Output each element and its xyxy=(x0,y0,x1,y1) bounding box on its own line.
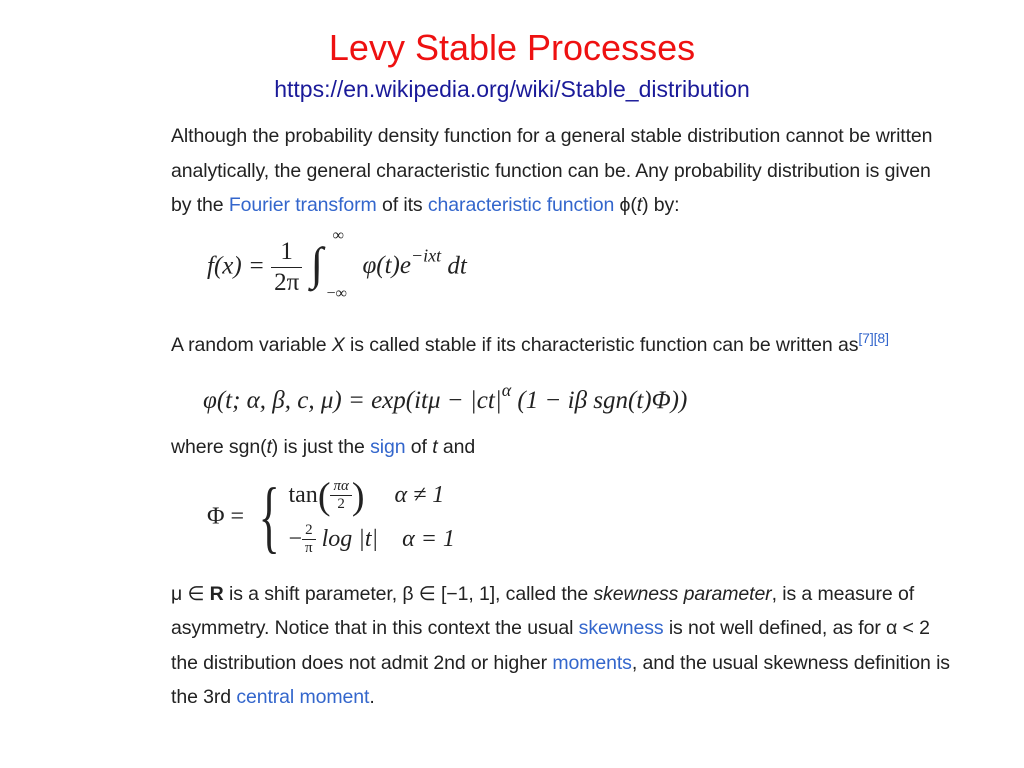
case-row-1 xyxy=(288,473,454,517)
source-url-text[interactable]: https://en.wikipedia.org/wiki/Stable_distribution xyxy=(274,76,750,102)
param-text-5: . xyxy=(369,686,375,708)
link-fourier-transform[interactable]: Fourier transform xyxy=(228,194,377,216)
case-row-2 xyxy=(288,517,454,561)
row2-fraction xyxy=(302,522,316,557)
row2-num: 2 xyxy=(302,522,316,540)
link-central-moment[interactable]: central moment xyxy=(236,686,370,708)
eq2-left: φ(t; α, β, c, μ) = exp(itμ − |ct| xyxy=(203,387,502,414)
row1-num: πα xyxy=(330,478,351,496)
equation-inverse-fourier xyxy=(207,226,951,317)
citation-refs[interactable]: [7][8] xyxy=(858,329,889,346)
eq1-num: 1 xyxy=(271,237,302,268)
row2-condition: α = 1 xyxy=(402,525,455,552)
sign-var-t2: t xyxy=(432,436,438,458)
paragraph-intro xyxy=(171,119,951,223)
cases-block xyxy=(288,473,454,561)
row2-minus: − xyxy=(288,525,303,552)
var-x: X xyxy=(331,333,345,356)
intro-text-4: ) by: xyxy=(642,194,680,216)
eq2-right: (1 − iβ sgn(t)Φ)) xyxy=(511,387,688,414)
equation-phi-cases xyxy=(207,473,951,571)
eq1-exp: −ixt xyxy=(410,245,442,266)
param-text-3: is not well defined, as for α < 2 the distribution does not admit 2nd or higher xyxy=(171,617,930,674)
skewness-parameter-term: skewness parameter xyxy=(593,582,772,605)
paren-close: ) xyxy=(351,474,365,517)
cases-brace: { xyxy=(258,472,280,561)
param-mu: μ ∈ xyxy=(171,582,210,605)
sign-text-2: ) is just the xyxy=(271,436,371,458)
eq1-body: φ(t)e xyxy=(362,252,411,280)
tan-label: tan xyxy=(288,481,318,508)
row2-log: log |t| xyxy=(315,525,379,552)
article-excerpt xyxy=(171,118,951,715)
param-text: is a shift parameter, β ∈ [−1, 1], called the xyxy=(223,582,594,605)
eq1-den: 2π xyxy=(274,269,300,296)
integral-lower: −∞ xyxy=(326,284,347,302)
eq2-alpha: α xyxy=(501,380,512,400)
slide-title-text: Levy Stable Processes xyxy=(328,27,696,68)
eq1-dt: dt xyxy=(441,252,467,280)
eq1-lhs: f(x) = xyxy=(207,252,272,280)
eq1-fraction xyxy=(271,237,302,298)
stable-text-2: is called stable if its characteristic function can be written as xyxy=(344,333,859,356)
sign-var-t: t xyxy=(266,436,272,458)
slide-title xyxy=(0,26,1024,70)
sign-text-4: and xyxy=(437,436,476,458)
equation-characteristic-function xyxy=(203,380,951,424)
row1-condition: α ≠ 1 xyxy=(394,481,445,508)
eq1-integral xyxy=(308,226,348,303)
param-text-2: , is a measure of asymmetry. Notice that in this context the usual xyxy=(171,582,915,639)
param-text-4: , and the usual skewness definition is the 3rd xyxy=(171,651,950,708)
paren-open: ( xyxy=(317,474,331,517)
intro-var-t: t xyxy=(636,194,643,216)
paragraph-sign xyxy=(171,430,951,465)
eq3-lhs: Φ = xyxy=(207,503,251,529)
param-reals: R xyxy=(209,582,224,605)
paragraph-parameters xyxy=(171,577,951,715)
link-sign[interactable]: sign xyxy=(370,436,406,458)
stable-text: A random variable xyxy=(171,333,332,356)
row2-den: π xyxy=(305,540,313,557)
integral-sign: ∫ xyxy=(310,237,324,289)
sign-text-3: of xyxy=(405,436,433,458)
row1-den: 2 xyxy=(337,496,345,513)
link-characteristic-function[interactable]: characteristic function xyxy=(427,194,615,216)
intro-text-2: of its xyxy=(376,194,428,216)
link-skewness[interactable]: skewness xyxy=(578,617,664,639)
paragraph-stable-def xyxy=(171,321,951,363)
row1-fraction xyxy=(330,478,351,513)
sign-text: where sgn( xyxy=(171,436,267,458)
intro-text-3: ϕ( xyxy=(614,194,637,216)
link-moments[interactable]: moments xyxy=(552,651,632,674)
integral-upper: ∞ xyxy=(332,226,344,244)
source-url[interactable] xyxy=(0,74,1024,104)
intro-text: Although the probability density function for a general stable distribution cannot be written analytically, the general characteristic function can be. Any probability distribution is given by the xyxy=(171,125,933,216)
